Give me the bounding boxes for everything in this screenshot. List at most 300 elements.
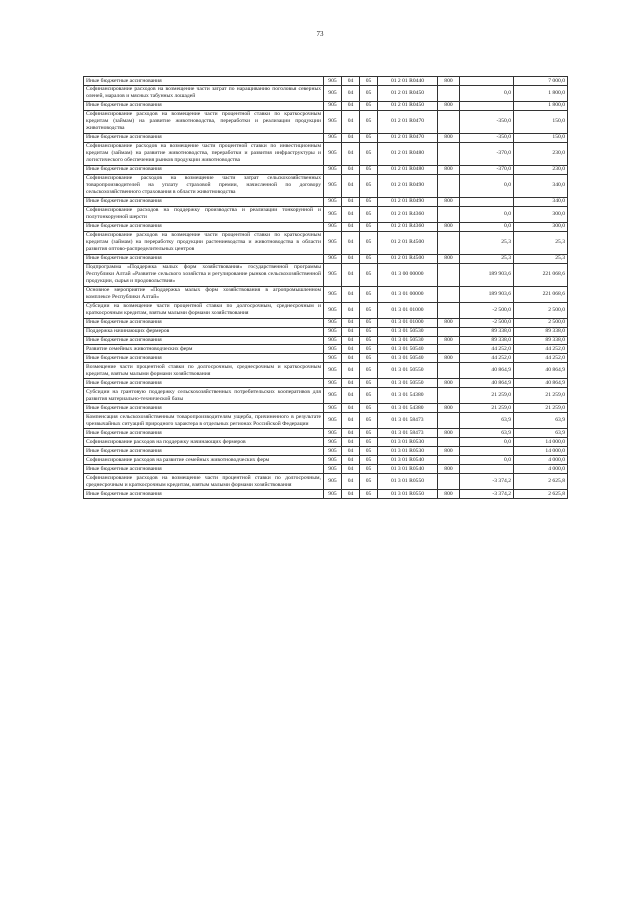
ministry-code: 905: [324, 379, 342, 388]
budget-item-name: Софинансирование расходов на возмещение части процентной ставки по краткосрочным кредитам (займам) на переработку продукции растениеводства и животноводства в области развития оптово-распределительных центров: [84, 231, 324, 254]
table-row: [84, 101, 568, 110]
amount-total: 150,0: [514, 110, 568, 133]
section-code: 04: [342, 231, 360, 254]
expense-type-code: 800: [438, 77, 460, 86]
target-article-code: 01 2 01 R0450: [378, 101, 438, 110]
section-code: 04: [342, 413, 360, 429]
subsection-code: 05: [360, 438, 378, 447]
amount-change: 44 252,0: [460, 354, 514, 363]
expense-type-code: [438, 85, 460, 101]
amount-change: [460, 447, 514, 456]
ministry-code: 905: [324, 206, 342, 222]
expense-type-code: 800: [438, 447, 460, 456]
target-article-code: 01 3 01 01000: [378, 302, 438, 318]
subsection-code: 05: [360, 354, 378, 363]
table-row: [84, 165, 568, 174]
amount-total: 63,9: [514, 429, 568, 438]
section-code: 04: [342, 263, 360, 286]
ministry-code: 905: [324, 429, 342, 438]
expense-type-code: [438, 456, 460, 465]
table-row: [84, 133, 568, 142]
ministry-code: 905: [324, 404, 342, 413]
subsection-code: 05: [360, 206, 378, 222]
amount-total: 300,0: [514, 222, 568, 231]
amount-total: 44 252,0: [514, 354, 568, 363]
ministry-code: 905: [324, 465, 342, 474]
subsection-code: 05: [360, 101, 378, 110]
subsection-code: 05: [360, 456, 378, 465]
ministry-code: 905: [324, 286, 342, 302]
budget-item-name: Иные бюджетные ассигнования: [84, 447, 324, 456]
expense-type-code: [438, 363, 460, 379]
section-code: 04: [342, 286, 360, 302]
section-code: 04: [342, 429, 360, 438]
table-row: [84, 142, 568, 165]
subsection-code: 05: [360, 379, 378, 388]
table-row: [84, 286, 568, 302]
ministry-code: 905: [324, 263, 342, 286]
table-row: [84, 345, 568, 354]
amount-change: 44 252,0: [460, 345, 514, 354]
budget-item-name: Иные бюджетные ассигнования: [84, 404, 324, 413]
subsection-code: 05: [360, 336, 378, 345]
amount-total: 21 259,0: [514, 404, 568, 413]
amount-total: 221 068,6: [514, 263, 568, 286]
amount-change: [460, 77, 514, 86]
amount-change: 21 259,0: [460, 404, 514, 413]
amount-total: 4 000,0: [514, 465, 568, 474]
target-article-code: 01 3 01 50540: [378, 345, 438, 354]
section-code: 04: [342, 354, 360, 363]
table-row: [84, 413, 568, 429]
expense-type-code: [438, 110, 460, 133]
table-row: [84, 222, 568, 231]
expense-type-code: 800: [438, 465, 460, 474]
table-body: [84, 77, 568, 499]
target-article-code: 01 2 01 R4360: [378, 222, 438, 231]
amount-change: 25,3: [460, 231, 514, 254]
subsection-code: 05: [360, 77, 378, 86]
section-code: 04: [342, 133, 360, 142]
table-row: [84, 490, 568, 499]
target-article-code: 01 3 01 R0530: [378, 438, 438, 447]
table-row: [84, 379, 568, 388]
ministry-code: 905: [324, 231, 342, 254]
section-code: 04: [342, 474, 360, 490]
expense-type-code: [438, 302, 460, 318]
expense-type-code: 800: [438, 254, 460, 263]
amount-total: 21 259,0: [514, 388, 568, 404]
target-article-code: 01 3 01 R0550: [378, 490, 438, 499]
section-code: 04: [342, 490, 360, 499]
budget-item-name: Иные бюджетные ассигнования: [84, 490, 324, 499]
amount-total: 2 500,0: [514, 318, 568, 327]
expense-type-code: [438, 438, 460, 447]
table-row: [84, 447, 568, 456]
target-article-code: 01 3 00 00000: [378, 263, 438, 286]
section-code: 04: [342, 447, 360, 456]
target-article-code: 01 3 01 50540: [378, 354, 438, 363]
target-article-code: 01 3 01 R0550: [378, 474, 438, 490]
ministry-code: 905: [324, 354, 342, 363]
ministry-code: 905: [324, 388, 342, 404]
table-row: [84, 263, 568, 286]
target-article-code: 01 3 01 50530: [378, 336, 438, 345]
table-row: [84, 85, 568, 101]
budget-item-name: Софинансирование расходов на поддержку начинающих фермеров: [84, 438, 324, 447]
subsection-code: 05: [360, 222, 378, 231]
amount-change: -2 500,0: [460, 318, 514, 327]
section-code: 04: [342, 77, 360, 86]
table-row: [84, 327, 568, 336]
section-code: 04: [342, 327, 360, 336]
amount-total: 40 864,9: [514, 363, 568, 379]
budget-item-name: Возмещение части процентной ставки по долгосрочным, среднесрочным и краткосрочным кредитам, взятым малыми формами хозяйствования: [84, 363, 324, 379]
section-code: 04: [342, 85, 360, 101]
subsection-code: 05: [360, 231, 378, 254]
ministry-code: 905: [324, 174, 342, 197]
ministry-code: 905: [324, 336, 342, 345]
subsection-code: 05: [360, 174, 378, 197]
ministry-code: 905: [324, 363, 342, 379]
target-article-code: 01 3 01 58473: [378, 429, 438, 438]
subsection-code: 05: [360, 447, 378, 456]
amount-change: 40 864,9: [460, 379, 514, 388]
target-article-code: 01 3 01 54380: [378, 388, 438, 404]
ministry-code: 905: [324, 413, 342, 429]
amount-total: 230,0: [514, 142, 568, 165]
section-code: 04: [342, 206, 360, 222]
budget-item-name: Основное мероприятие «Поддержка малых форм хозяйствования в агропромышленном комплексе Республики Алтай»: [84, 286, 324, 302]
section-code: 04: [342, 336, 360, 345]
amount-total: 230,0: [514, 165, 568, 174]
amount-change: 63,9: [460, 429, 514, 438]
ministry-code: 905: [324, 165, 342, 174]
table-row: [84, 404, 568, 413]
amount-total: 44 252,0: [514, 345, 568, 354]
amount-change: 63,9: [460, 413, 514, 429]
budget-item-name: Иные бюджетные ассигнования: [84, 336, 324, 345]
section-code: 04: [342, 388, 360, 404]
section-code: 04: [342, 142, 360, 165]
subsection-code: 05: [360, 363, 378, 379]
amount-total: 25,3: [514, 231, 568, 254]
expense-type-code: 800: [438, 336, 460, 345]
amount-change: 0,0: [460, 174, 514, 197]
expense-type-code: 800: [438, 222, 460, 231]
subsection-code: 05: [360, 345, 378, 354]
target-article-code: 01 3 01 R0540: [378, 456, 438, 465]
page-number: 73: [316, 30, 324, 38]
target-article-code: 01 3 01 01000: [378, 318, 438, 327]
section-code: 04: [342, 456, 360, 465]
expense-type-code: [438, 286, 460, 302]
target-article-code: 01 3 01 58473: [378, 413, 438, 429]
amount-change: [460, 101, 514, 110]
amount-total: 2 625,8: [514, 474, 568, 490]
section-code: 04: [342, 165, 360, 174]
expense-type-code: 800: [438, 133, 460, 142]
amount-change: -350,0: [460, 110, 514, 133]
target-article-code: 01 2 01 R0480: [378, 142, 438, 165]
table-row: [84, 438, 568, 447]
amount-total: 4 000,0: [514, 456, 568, 465]
ministry-code: 905: [324, 85, 342, 101]
subsection-code: 05: [360, 413, 378, 429]
target-article-code: 01 3 01 00000: [378, 286, 438, 302]
subsection-code: 05: [360, 133, 378, 142]
ministry-code: 905: [324, 345, 342, 354]
amount-change: 0,0: [460, 85, 514, 101]
budget-item-name: Субсидии на грантовую поддержку сельскохозяйственных потребительских кооперативов для развития материально-технической базы: [84, 388, 324, 404]
table-row: [84, 231, 568, 254]
amount-change: [460, 197, 514, 206]
subsection-code: 05: [360, 254, 378, 263]
amount-change: -2 500,0: [460, 302, 514, 318]
amount-change: 25,3: [460, 254, 514, 263]
table-row: [84, 206, 568, 222]
budget-item-name: Иные бюджетные ассигнования: [84, 165, 324, 174]
budget-item-name: Иные бюджетные ассигнования: [84, 197, 324, 206]
expense-type-code: [438, 174, 460, 197]
subsection-code: 05: [360, 404, 378, 413]
ministry-code: 905: [324, 222, 342, 231]
budget-item-name: Софинансирование расходов на возмещение части затрат сельскохозяйственных товаропроизводителей на уплату страховой премии, начисленной по договору сельскохозяйственного страхования в области животноводства: [84, 174, 324, 197]
budget-item-name: Иные бюджетные ассигнования: [84, 465, 324, 474]
expense-type-code: [438, 263, 460, 286]
subsection-code: 05: [360, 165, 378, 174]
target-article-code: 01 2 01 R0490: [378, 174, 438, 197]
amount-total: 40 864,9: [514, 379, 568, 388]
section-code: 04: [342, 404, 360, 413]
subsection-code: 05: [360, 286, 378, 302]
amount-change: 89 338,0: [460, 336, 514, 345]
target-article-code: 01 2 01 R0440: [378, 77, 438, 86]
expense-type-code: 800: [438, 318, 460, 327]
table-row: [84, 363, 568, 379]
subsection-code: 05: [360, 465, 378, 474]
ministry-code: 905: [324, 318, 342, 327]
budget-item-name: Иные бюджетные ассигнования: [84, 379, 324, 388]
amount-change: 189 903,6: [460, 286, 514, 302]
amount-change: -370,0: [460, 165, 514, 174]
amount-total: 14 000,0: [514, 438, 568, 447]
expense-type-code: [438, 413, 460, 429]
table-row: [84, 474, 568, 490]
section-code: 04: [342, 438, 360, 447]
amount-total: 63,9: [514, 413, 568, 429]
expense-type-code: 800: [438, 490, 460, 499]
section-code: 04: [342, 363, 360, 379]
table-row: [84, 110, 568, 133]
budget-item-name: Иные бюджетные ассигнования: [84, 77, 324, 86]
expense-type-code: [438, 231, 460, 254]
ministry-code: 905: [324, 302, 342, 318]
subsection-code: 05: [360, 318, 378, 327]
amount-change: 0,0: [460, 206, 514, 222]
budget-item-name: Субсидии на возмещение части процентной ставки по долгосрочным, среднесрочным и краткосрочным кредитам, взятым малыми формами хозяйствования: [84, 302, 324, 318]
amount-total: 2 625,8: [514, 490, 568, 499]
table-row: [84, 318, 568, 327]
subsection-code: 05: [360, 85, 378, 101]
table-row: [84, 388, 568, 404]
budget-item-name: Софинансирование расходов на развитие семейных животноводческих ферм: [84, 456, 324, 465]
target-article-code: 01 2 01 R4500: [378, 231, 438, 254]
budget-item-name: Софинансирование расходов на возмещение части затрат по наращиванию поголовья северных оленей, маралов и мясных табунных лошадей: [84, 85, 324, 101]
target-article-code: 01 2 01 R0480: [378, 165, 438, 174]
target-article-code: 01 3 01 R0530: [378, 447, 438, 456]
expense-type-code: [438, 327, 460, 336]
expense-type-code: [438, 388, 460, 404]
amount-change: 189 903,6: [460, 263, 514, 286]
budget-item-name: Софинансирование расходов на возмещение части процентной ставки по краткосрочным кредитам (займам) на развитие животноводства, переработки и реализации продукции животноводства: [84, 110, 324, 133]
amount-change: -3 374,2: [460, 490, 514, 499]
subsection-code: 05: [360, 110, 378, 133]
amount-total: 1 800,0: [514, 85, 568, 101]
budget-item-name: Иные бюджетные ассигнования: [84, 133, 324, 142]
subsection-code: 05: [360, 388, 378, 404]
amount-total: 89 338,0: [514, 336, 568, 345]
ministry-code: 905: [324, 490, 342, 499]
subsection-code: 05: [360, 490, 378, 499]
target-article-code: 01 3 01 R0540: [378, 465, 438, 474]
budget-item-name: Иные бюджетные ассигнования: [84, 354, 324, 363]
target-article-code: 01 2 01 R4500: [378, 254, 438, 263]
amount-total: 14 000,0: [514, 447, 568, 456]
ministry-code: 905: [324, 101, 342, 110]
ministry-code: 905: [324, 110, 342, 133]
amount-change: -370,0: [460, 142, 514, 165]
table-row: [84, 197, 568, 206]
subsection-code: 05: [360, 302, 378, 318]
ministry-code: 905: [324, 133, 342, 142]
table-row: [84, 429, 568, 438]
amount-change: 21 259,0: [460, 388, 514, 404]
amount-total: 340,0: [514, 197, 568, 206]
table-row: [84, 77, 568, 86]
expense-type-code: [438, 142, 460, 165]
target-article-code: 01 3 01 50550: [378, 379, 438, 388]
expense-type-code: 800: [438, 429, 460, 438]
target-article-code: 01 2 01 R0470: [378, 133, 438, 142]
expense-type-code: 800: [438, 101, 460, 110]
section-code: 04: [342, 465, 360, 474]
target-article-code: 01 3 01 50530: [378, 327, 438, 336]
budget-item-name: Иные бюджетные ассигнования: [84, 318, 324, 327]
amount-total: 25,3: [514, 254, 568, 263]
budget-item-name: Поддержка начинающих фермеров: [84, 327, 324, 336]
table-row: [84, 456, 568, 465]
subsection-code: 05: [360, 263, 378, 286]
amount-total: 89 338,0: [514, 327, 568, 336]
target-article-code: 01 3 01 50550: [378, 363, 438, 379]
amount-change: 0,0: [460, 222, 514, 231]
target-article-code: 01 2 01 R0490: [378, 197, 438, 206]
expense-type-code: 800: [438, 379, 460, 388]
budget-item-name: Иные бюджетные ассигнования: [84, 254, 324, 263]
amount-total: 300,0: [514, 206, 568, 222]
budget-item-name: Иные бюджетные ассигнования: [84, 429, 324, 438]
table-row: [84, 254, 568, 263]
amount-total: 1 800,0: [514, 101, 568, 110]
table-row: [84, 174, 568, 197]
amount-change: 0,0: [460, 456, 514, 465]
expense-type-code: 800: [438, 354, 460, 363]
amount-total: 7 000,0: [514, 77, 568, 86]
subsection-code: 05: [360, 142, 378, 165]
budget-item-name: Подпрограмма «Поддержка малых форм хозяйствования» государственной программы Республики Алтай «Развитие сельского хозяйства и регулирование рынков сельскохозяйственной продукции, сырья и продовольствия»: [84, 263, 324, 286]
section-code: 04: [342, 101, 360, 110]
table-row: [84, 354, 568, 363]
budget-item-name: Компенсация сельскохозяйственным товаропроизводителям ущерба, причиненного в результате чрезвычайных ситуаций природного характера в отдельных регионах Российской Федерации: [84, 413, 324, 429]
ministry-code: 905: [324, 254, 342, 263]
target-article-code: 01 2 01 R4360: [378, 206, 438, 222]
ministry-code: 905: [324, 474, 342, 490]
ministry-code: 905: [324, 438, 342, 447]
expense-type-code: [438, 474, 460, 490]
section-code: 04: [342, 110, 360, 133]
section-code: 04: [342, 302, 360, 318]
amount-total: 2 500,0: [514, 302, 568, 318]
ministry-code: 905: [324, 447, 342, 456]
expense-type-code: 800: [438, 197, 460, 206]
subsection-code: 05: [360, 327, 378, 336]
amount-total: 221 068,6: [514, 286, 568, 302]
budget-item-name: Развитие семейных животноводческих ферм: [84, 345, 324, 354]
section-code: 04: [342, 254, 360, 263]
expense-type-code: [438, 345, 460, 354]
budget-item-name: Иные бюджетные ассигнования: [84, 222, 324, 231]
amount-change: 40 864,9: [460, 363, 514, 379]
budget-item-name: Иные бюджетные ассигнования: [84, 101, 324, 110]
amount-total: 150,0: [514, 133, 568, 142]
target-article-code: 01 2 01 R0450: [378, 85, 438, 101]
budget-item-name: Софинансирование расходов на возмещение части процентной ставки по долгосрочным, среднесрочным и краткосрочным кредитам, взятым малыми формами хозяйствования: [84, 474, 324, 490]
ministry-code: 905: [324, 142, 342, 165]
section-code: 04: [342, 174, 360, 197]
target-article-code: 01 3 01 54380: [378, 404, 438, 413]
amount-change: 0,0: [460, 438, 514, 447]
section-code: 04: [342, 197, 360, 206]
amount-change: -350,0: [460, 133, 514, 142]
expense-type-code: 800: [438, 404, 460, 413]
ministry-code: 905: [324, 456, 342, 465]
amount-change: [460, 465, 514, 474]
budget-item-name: Софинансирование расходов на поддержку производства и реализации тонкорунной и полутонкорунной шерсти: [84, 206, 324, 222]
budget-table: [83, 76, 568, 499]
ministry-code: 905: [324, 197, 342, 206]
ministry-code: 905: [324, 327, 342, 336]
table-row: [84, 465, 568, 474]
subsection-code: 05: [360, 474, 378, 490]
amount-total: 340,0: [514, 174, 568, 197]
subsection-code: 05: [360, 429, 378, 438]
section-code: 04: [342, 379, 360, 388]
amount-change: 89 338,0: [460, 327, 514, 336]
budget-item-name: Софинансирование расходов на возмещение части процентной ставки по инвестиционным кредитам (займам) на развитие животноводства, переработки и развития инфраструктуры и логистического обеспечения рынков продукции животноводства: [84, 142, 324, 165]
section-code: 04: [342, 222, 360, 231]
section-code: 04: [342, 318, 360, 327]
expense-type-code: 800: [438, 165, 460, 174]
ministry-code: 905: [324, 77, 342, 86]
amount-change: -3 374,2: [460, 474, 514, 490]
subsection-code: 05: [360, 197, 378, 206]
target-article-code: 01 2 01 R0470: [378, 110, 438, 133]
table-row: [84, 336, 568, 345]
table-row: [84, 302, 568, 318]
expense-type-code: [438, 206, 460, 222]
section-code: 04: [342, 345, 360, 354]
